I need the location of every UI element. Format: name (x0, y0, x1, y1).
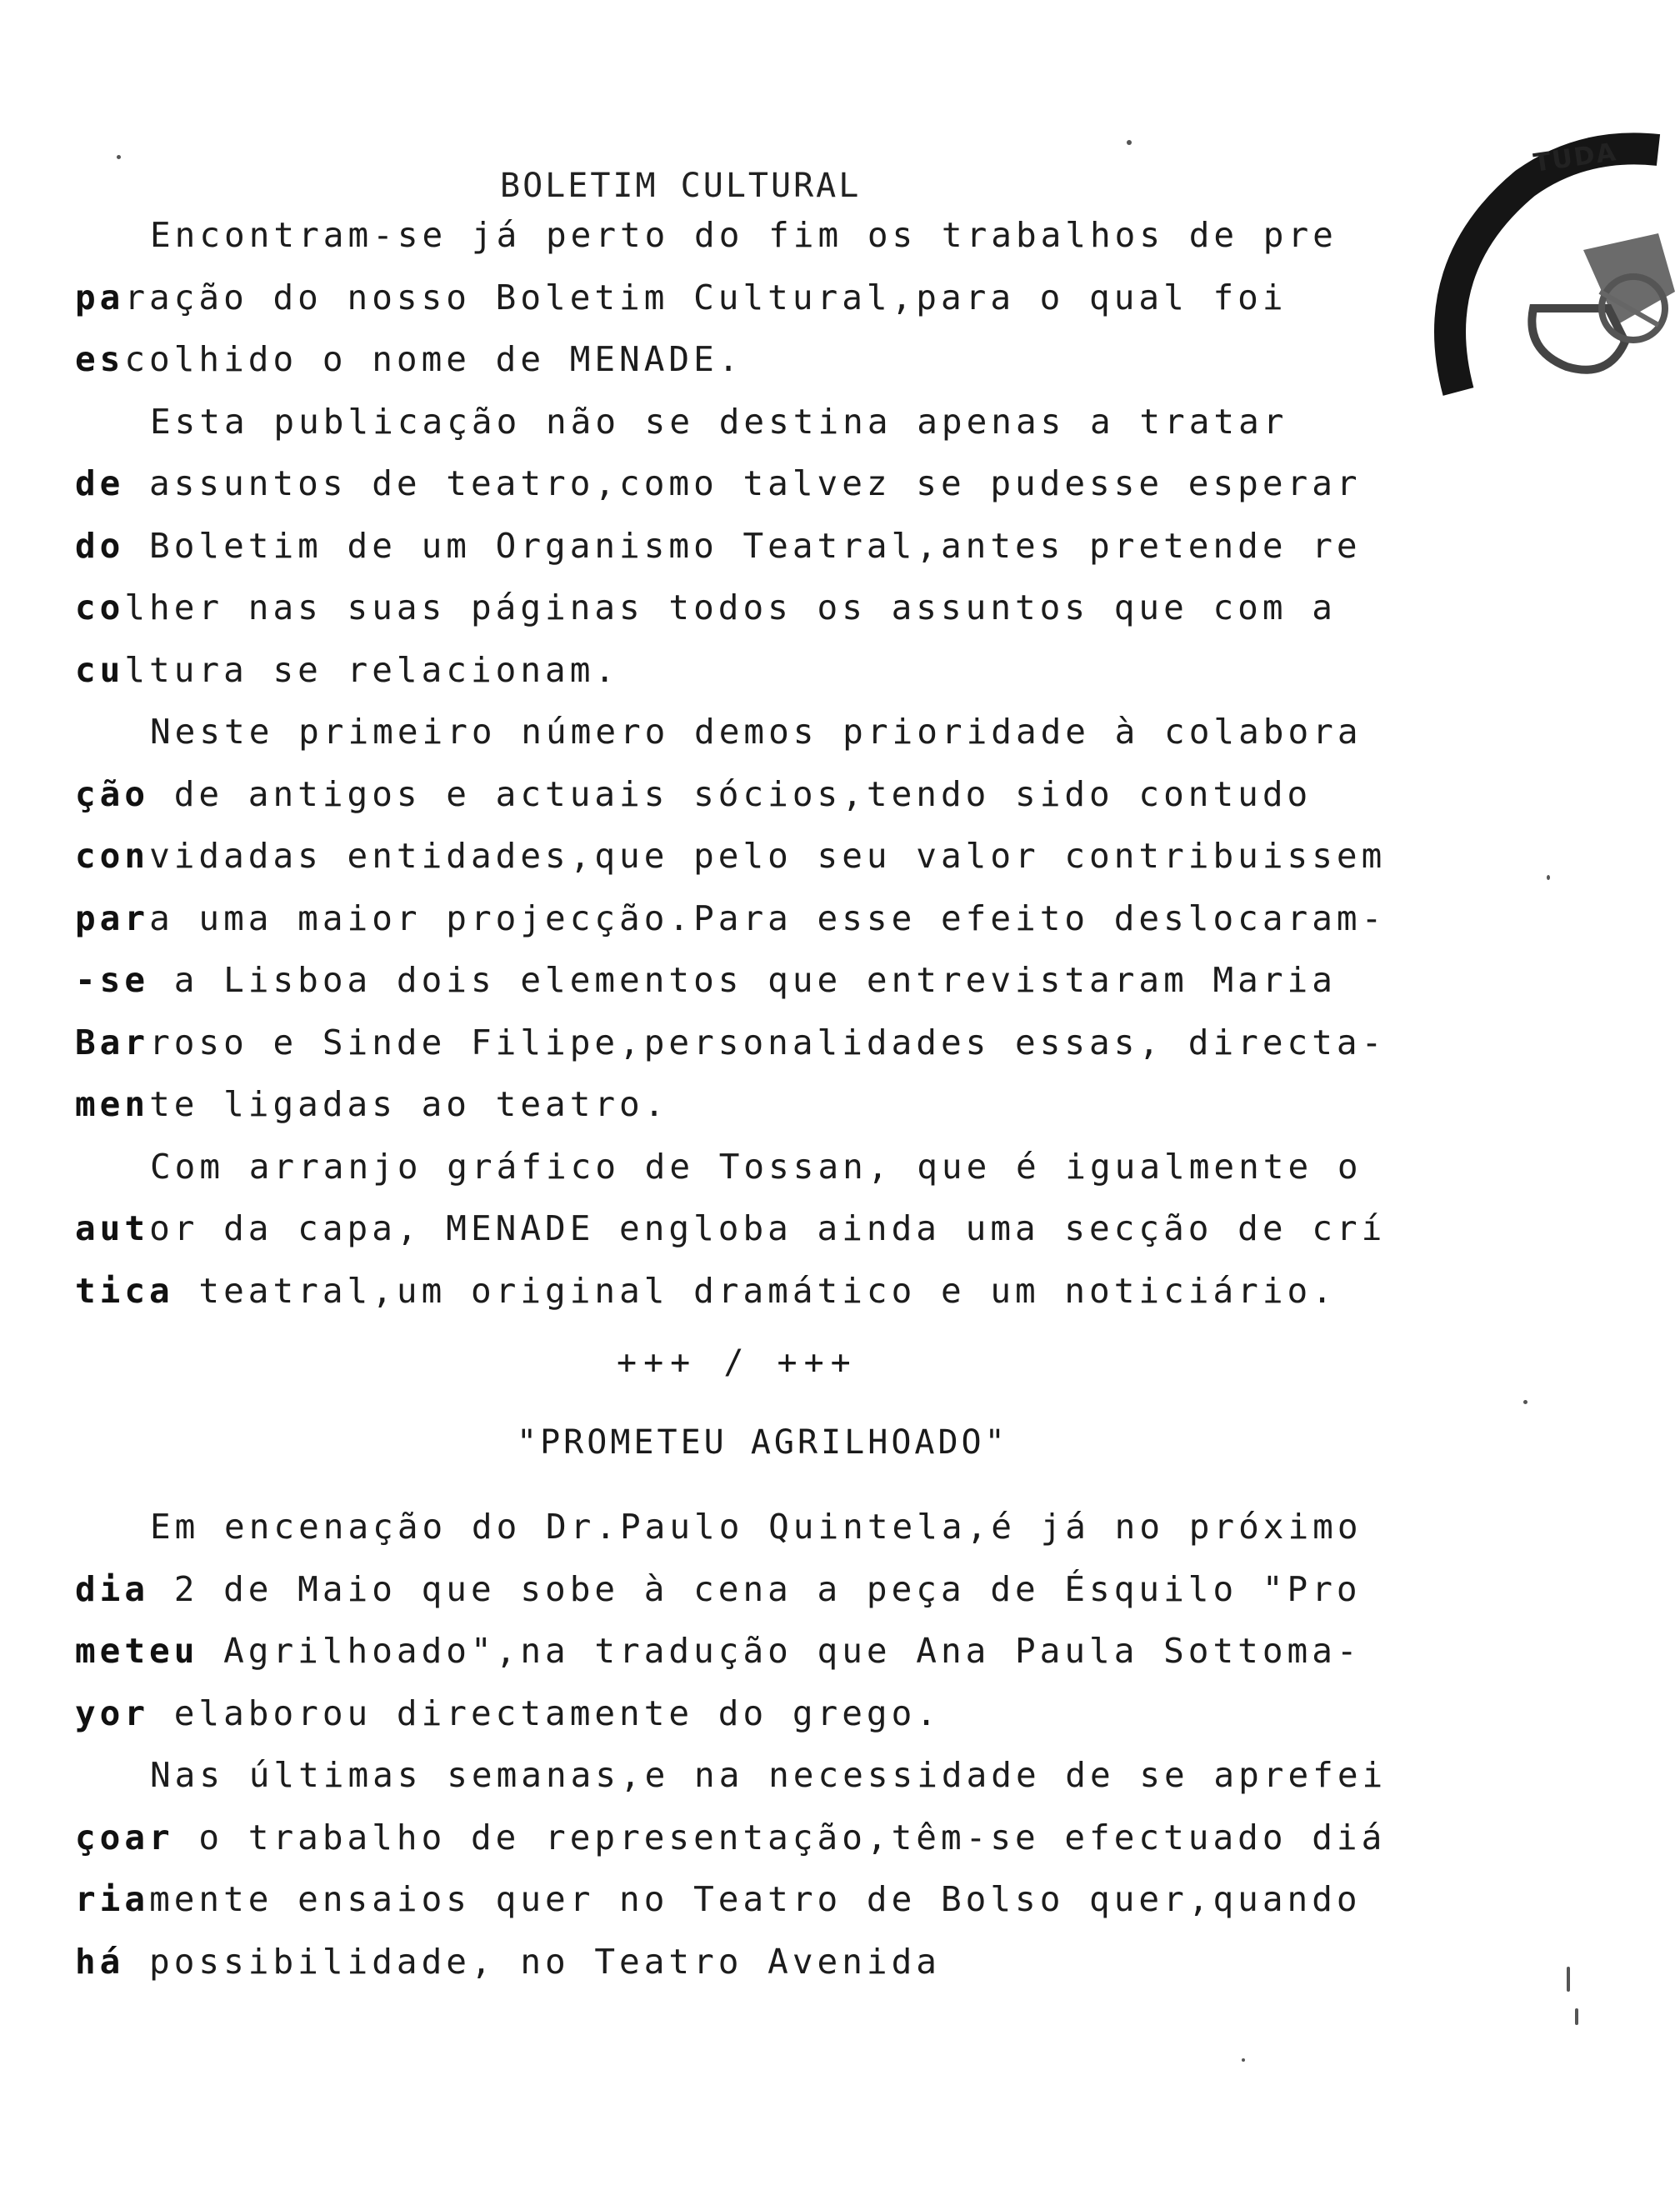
scan-speck (1575, 2008, 1578, 2025)
line-margin-fragment: -se (75, 960, 150, 1000)
line-text: Nas últimas semanas,e na necessidade de se aprefei (150, 1755, 1388, 1795)
text-line (75, 1631, 1362, 1671)
text-line (75, 277, 1288, 318)
text-line (75, 1879, 1362, 1919)
line-text: elaborou directamente do grego. (149, 1692, 941, 1733)
scan-speck (1547, 875, 1550, 880)
scan-speck (1523, 1400, 1528, 1404)
line-text: de antigos e actuais sócios,tendo sido contudo (149, 773, 1312, 814)
text-line (150, 1755, 1388, 1795)
text-line (75, 960, 1337, 1000)
line-text: ração do nosso Boletim Cultural,para o qual foi (124, 277, 1288, 318)
line-text: Encontram-se já perto do fim os trabalhos de pre (150, 215, 1338, 255)
line-margin-fragment: es (75, 339, 125, 379)
text-line (75, 1941, 941, 1982)
line-text: lher nas suas páginas todos os assuntos que com a (124, 588, 1337, 628)
line-margin-fragment: aut (75, 1208, 150, 1248)
line-margin-fragment: par (75, 898, 150, 938)
line-text: a Lisboa dois elementos que entrevistaram Maria (149, 960, 1337, 1000)
scan-speck (1127, 140, 1132, 145)
line-text: roso e Sinde Filipe,personalidades essas, directa- (149, 1022, 1387, 1062)
line-margin-fragment: dia (75, 1568, 150, 1609)
text-line (75, 1084, 669, 1124)
text-line (75, 898, 1387, 938)
text-line (75, 525, 1362, 566)
line-text: te ligadas ao teatro. (149, 1084, 669, 1124)
line-text: colhido o nome de MENADE. (124, 339, 743, 379)
line-margin-fragment: do (75, 525, 125, 566)
text-line (75, 1568, 1362, 1609)
line-text: possibilidade, no Teatro Avenida (124, 1941, 941, 1982)
text-line (75, 463, 1362, 503)
document-title: BOLETIM CULTURAL (500, 167, 862, 205)
text-line (75, 649, 620, 690)
text-line (150, 712, 1362, 752)
scan-speck (117, 155, 121, 159)
line-text: assuntos de teatro,como talvez se pudesse esperar (124, 463, 1362, 503)
line-text: ltura se relacionam. (124, 649, 620, 690)
line-text: mente ensaios quer no Teatro de Bolso quer,quando (149, 1879, 1362, 1919)
text-line (75, 773, 1312, 814)
line-margin-fragment: pa (75, 277, 125, 318)
text-line (75, 588, 1337, 628)
line-margin-fragment: ção (75, 773, 150, 814)
line-text: Agrilhoado",na tradução que Ana Paula Sottoma- (198, 1631, 1362, 1671)
line-margin-fragment: co (75, 588, 125, 628)
line-margin-fragment: men (75, 1084, 150, 1124)
line-text: teatral,um original dramático e um noticiário. (173, 1270, 1337, 1311)
text-line (75, 1270, 1337, 1311)
line-text: Boletim de um Organismo Teatral,antes pretende re (124, 525, 1362, 566)
text-line (75, 1692, 941, 1733)
section-separator: +++ / +++ (617, 1343, 858, 1382)
line-margin-fragment: há (75, 1941, 125, 1982)
text-line (75, 836, 1387, 876)
line-margin-fragment: ria (75, 1879, 150, 1919)
text-line (75, 1022, 1387, 1062)
line-margin-fragment: çoar (75, 1817, 174, 1858)
line-margin-fragment: yor (75, 1692, 150, 1733)
text-line (150, 215, 1338, 255)
section-subtitle: "PROMETEU AGRILHOADO" (517, 1423, 1008, 1462)
line-margin-fragment: de (75, 463, 125, 503)
text-line (150, 1507, 1362, 1547)
line-margin-fragment: meteu (75, 1631, 199, 1671)
line-margin-fragment: cu (75, 649, 125, 690)
text-line (150, 1146, 1362, 1187)
line-text: or da capa, MENADE engloba ainda uma secção de crí (149, 1208, 1387, 1248)
line-text: Em encenação do Dr.Paulo Quintela,é já no próximo (150, 1507, 1362, 1547)
text-line (75, 1208, 1387, 1248)
line-text: Esta publicação não se destina apenas a tratar (150, 401, 1288, 442)
text-line (75, 1817, 1387, 1858)
line-text: Neste primeiro número demos prioridade à colabora (150, 712, 1362, 752)
line-text: a uma maior projecção.Para esse efeito deslocaram- (149, 898, 1387, 938)
scan-speck (1242, 2058, 1245, 2062)
stamp-text: TUDA (1532, 138, 1619, 178)
text-line (150, 401, 1288, 442)
line-text: vidadas entidades,que pelo seu valor contribuissem (149, 836, 1387, 876)
line-text: Com arranjo gráfico de Tossan, que é igualmente o (150, 1146, 1362, 1187)
text-line (75, 339, 743, 379)
line-text: 2 de Maio que sobe à cena a peça de Ésquilo "Pro (149, 1568, 1362, 1609)
line-text: o trabalho de representação,têm-se efectuado diá (173, 1817, 1387, 1858)
scan-speck (1567, 1967, 1570, 1992)
line-margin-fragment: tica (75, 1270, 174, 1311)
line-margin-fragment: Bar (75, 1022, 150, 1062)
line-margin-fragment: con (75, 836, 150, 876)
